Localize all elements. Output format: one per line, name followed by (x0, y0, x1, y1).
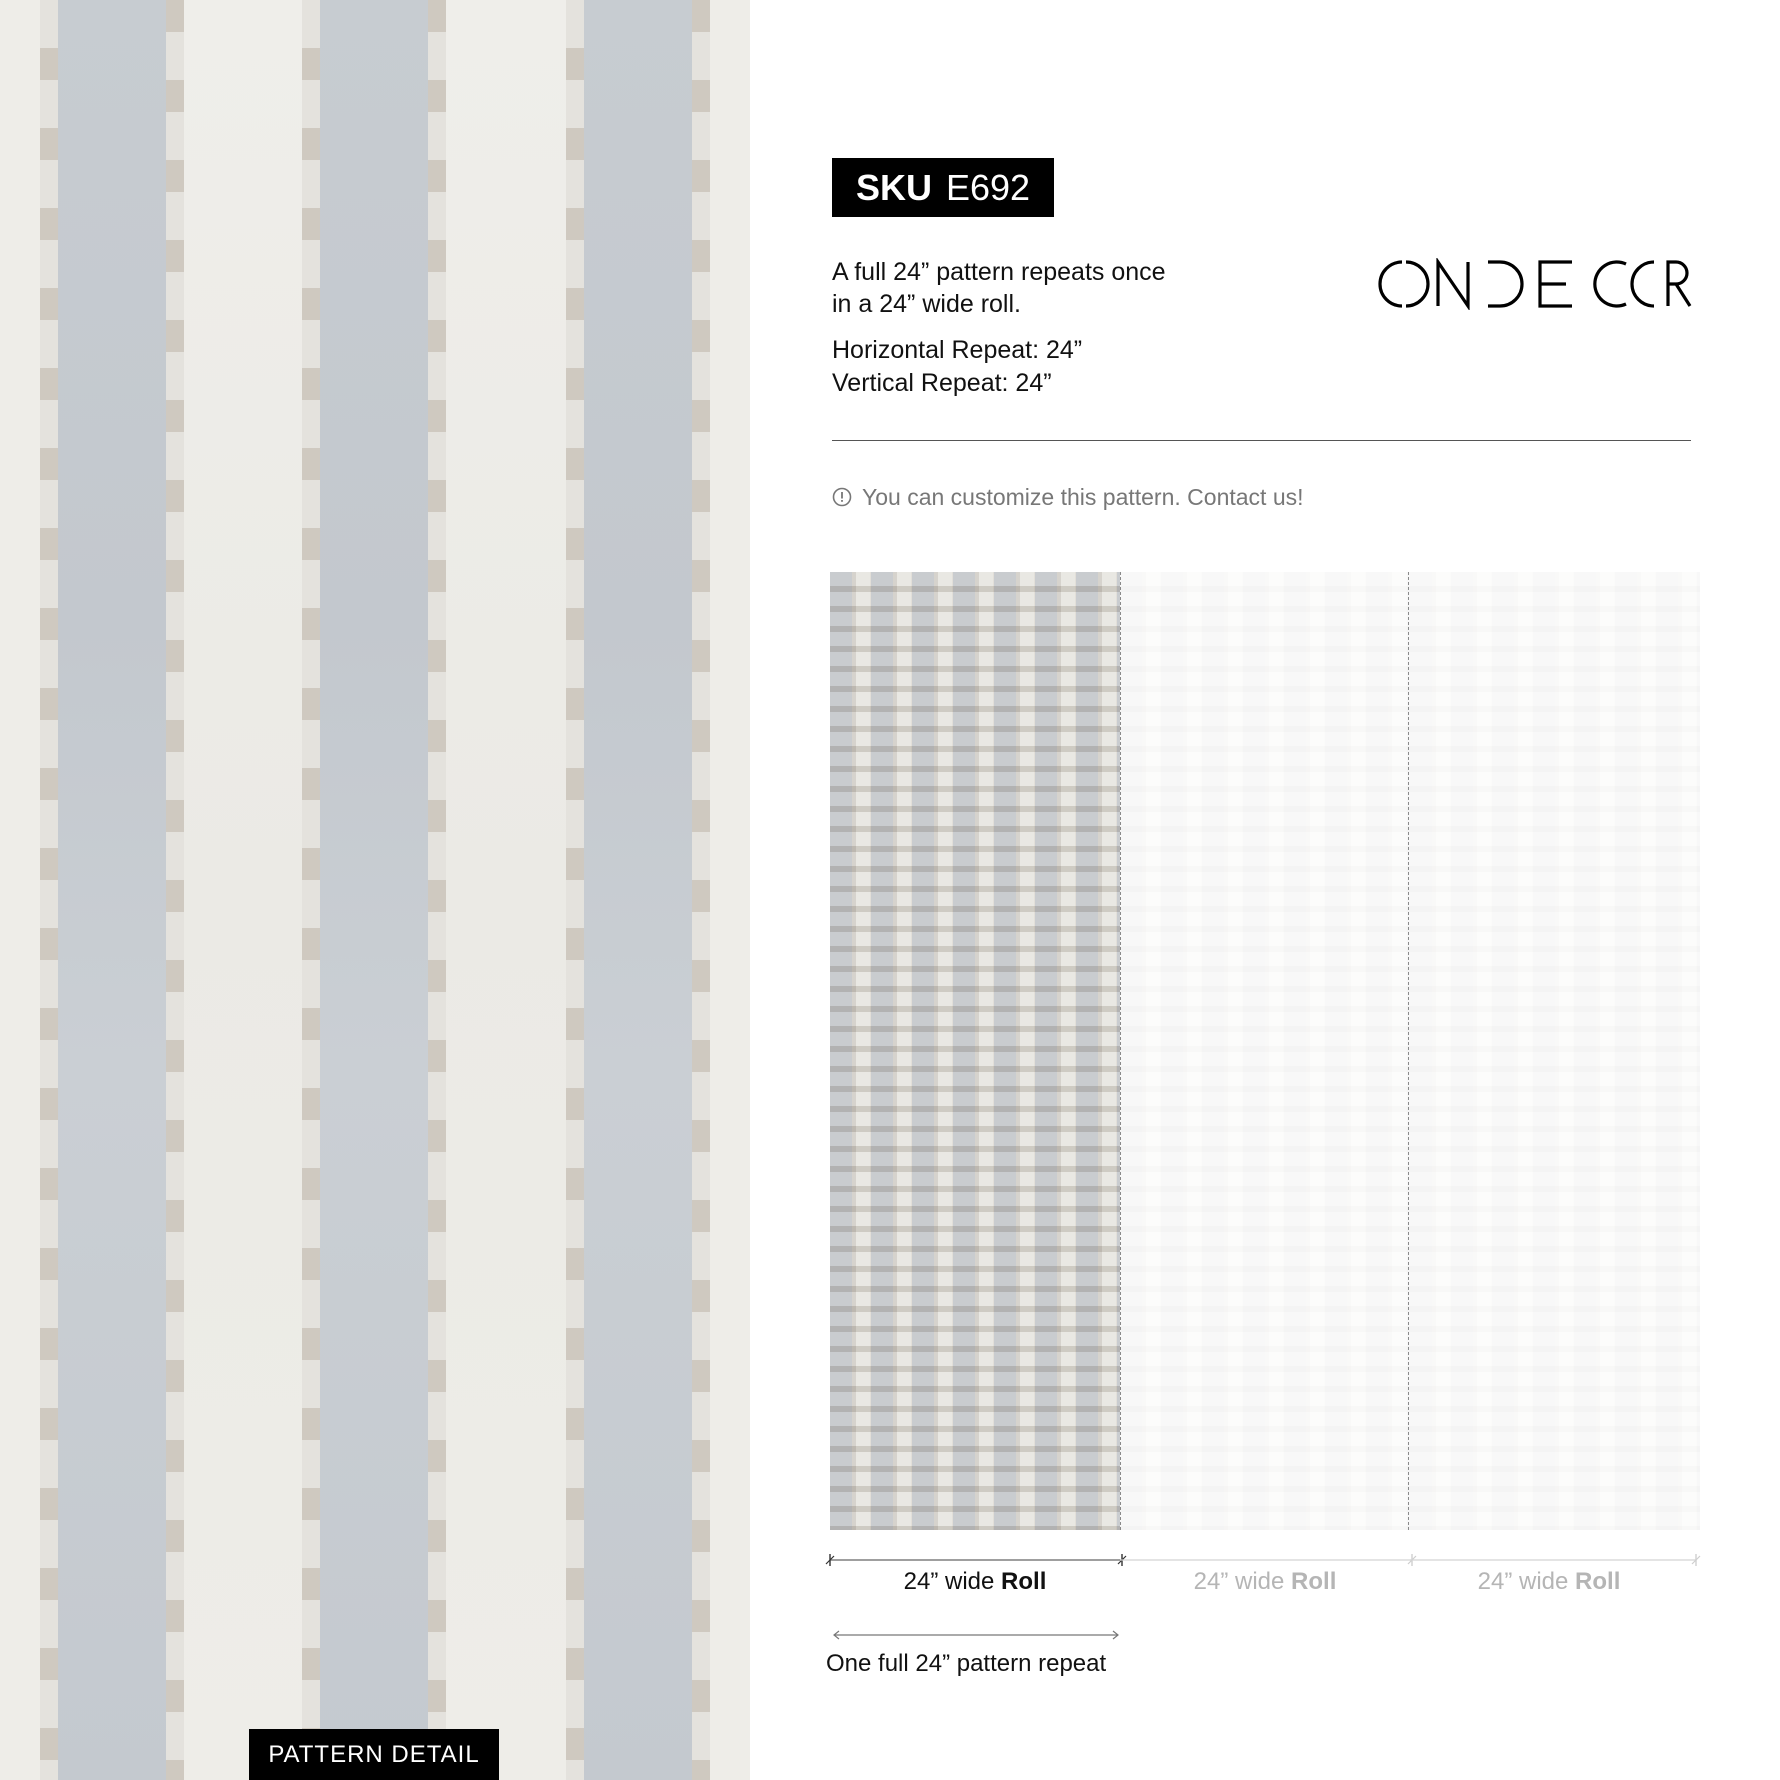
description-line: A full 24” pattern repeats once (832, 258, 1166, 286)
pattern-description (832, 256, 1252, 320)
roll-label-unit: Roll (1575, 1568, 1621, 1595)
tick-column (566, 0, 584, 1780)
roll-width-dimension (1114, 1553, 1418, 1567)
horizontal-repeat: Horizontal Repeat: 24” (832, 336, 1083, 364)
customize-notice-text: You can customize this pattern. Contact us! (862, 483, 1304, 510)
roll-label (830, 1568, 1120, 1596)
sku-value: E692 (945, 166, 1031, 208)
roll-label-width: 24” wide (1193, 1568, 1285, 1595)
sku-badge (832, 158, 1054, 217)
roll-seam (1408, 572, 1409, 1530)
cream-stripe (446, 0, 566, 1780)
roll-fade-overlay (1410, 572, 1700, 1530)
repeat-specs (832, 334, 1252, 400)
cream-stripe (184, 0, 302, 1780)
divider (832, 440, 1691, 441)
tick-column (302, 0, 320, 1780)
pattern-repeat-caption: One full 24” pattern repeat (826, 1650, 1107, 1677)
tick-column (40, 0, 58, 1780)
roll-label (1404, 1568, 1694, 1596)
blue-stripe (58, 0, 182, 1780)
roll-fade-overlay (1120, 572, 1410, 1530)
tick-column (428, 0, 446, 1780)
pattern-repeat-arrow (830, 1628, 1122, 1642)
roll-width-dimension (1404, 1553, 1708, 1567)
roll-label-unit: Roll (1291, 1568, 1337, 1595)
description-line: in a 24” wide roll. (832, 290, 1021, 318)
roll-label-width: 24” wide (1477, 1568, 1569, 1595)
roll-pattern-ticks (830, 572, 1120, 1530)
tick-column (166, 0, 184, 1780)
roll-label (1120, 1568, 1410, 1596)
roll-width-dimension (824, 1553, 1128, 1567)
roll-seam (1120, 572, 1121, 1530)
sku-key: SKU (855, 166, 932, 208)
roll-label-width: 24” wide (903, 1568, 995, 1595)
blue-stripe (584, 0, 708, 1780)
roll-preview-1 (830, 572, 1120, 1530)
ondecor-logo (1376, 258, 1692, 310)
roll-preview-3 (1410, 572, 1700, 1530)
pattern-detail-label: PATTERN DETAIL (249, 1729, 499, 1780)
roll-label-unit: Roll (1001, 1568, 1047, 1595)
info-icon (832, 487, 852, 507)
customize-notice[interactable] (832, 482, 1304, 512)
pattern-detail-panel (0, 0, 750, 1780)
vertical-repeat: Vertical Repeat: 24” (832, 369, 1052, 397)
blue-stripe (320, 0, 444, 1780)
roll-preview-2 (1120, 572, 1410, 1530)
tick-column (692, 0, 710, 1780)
